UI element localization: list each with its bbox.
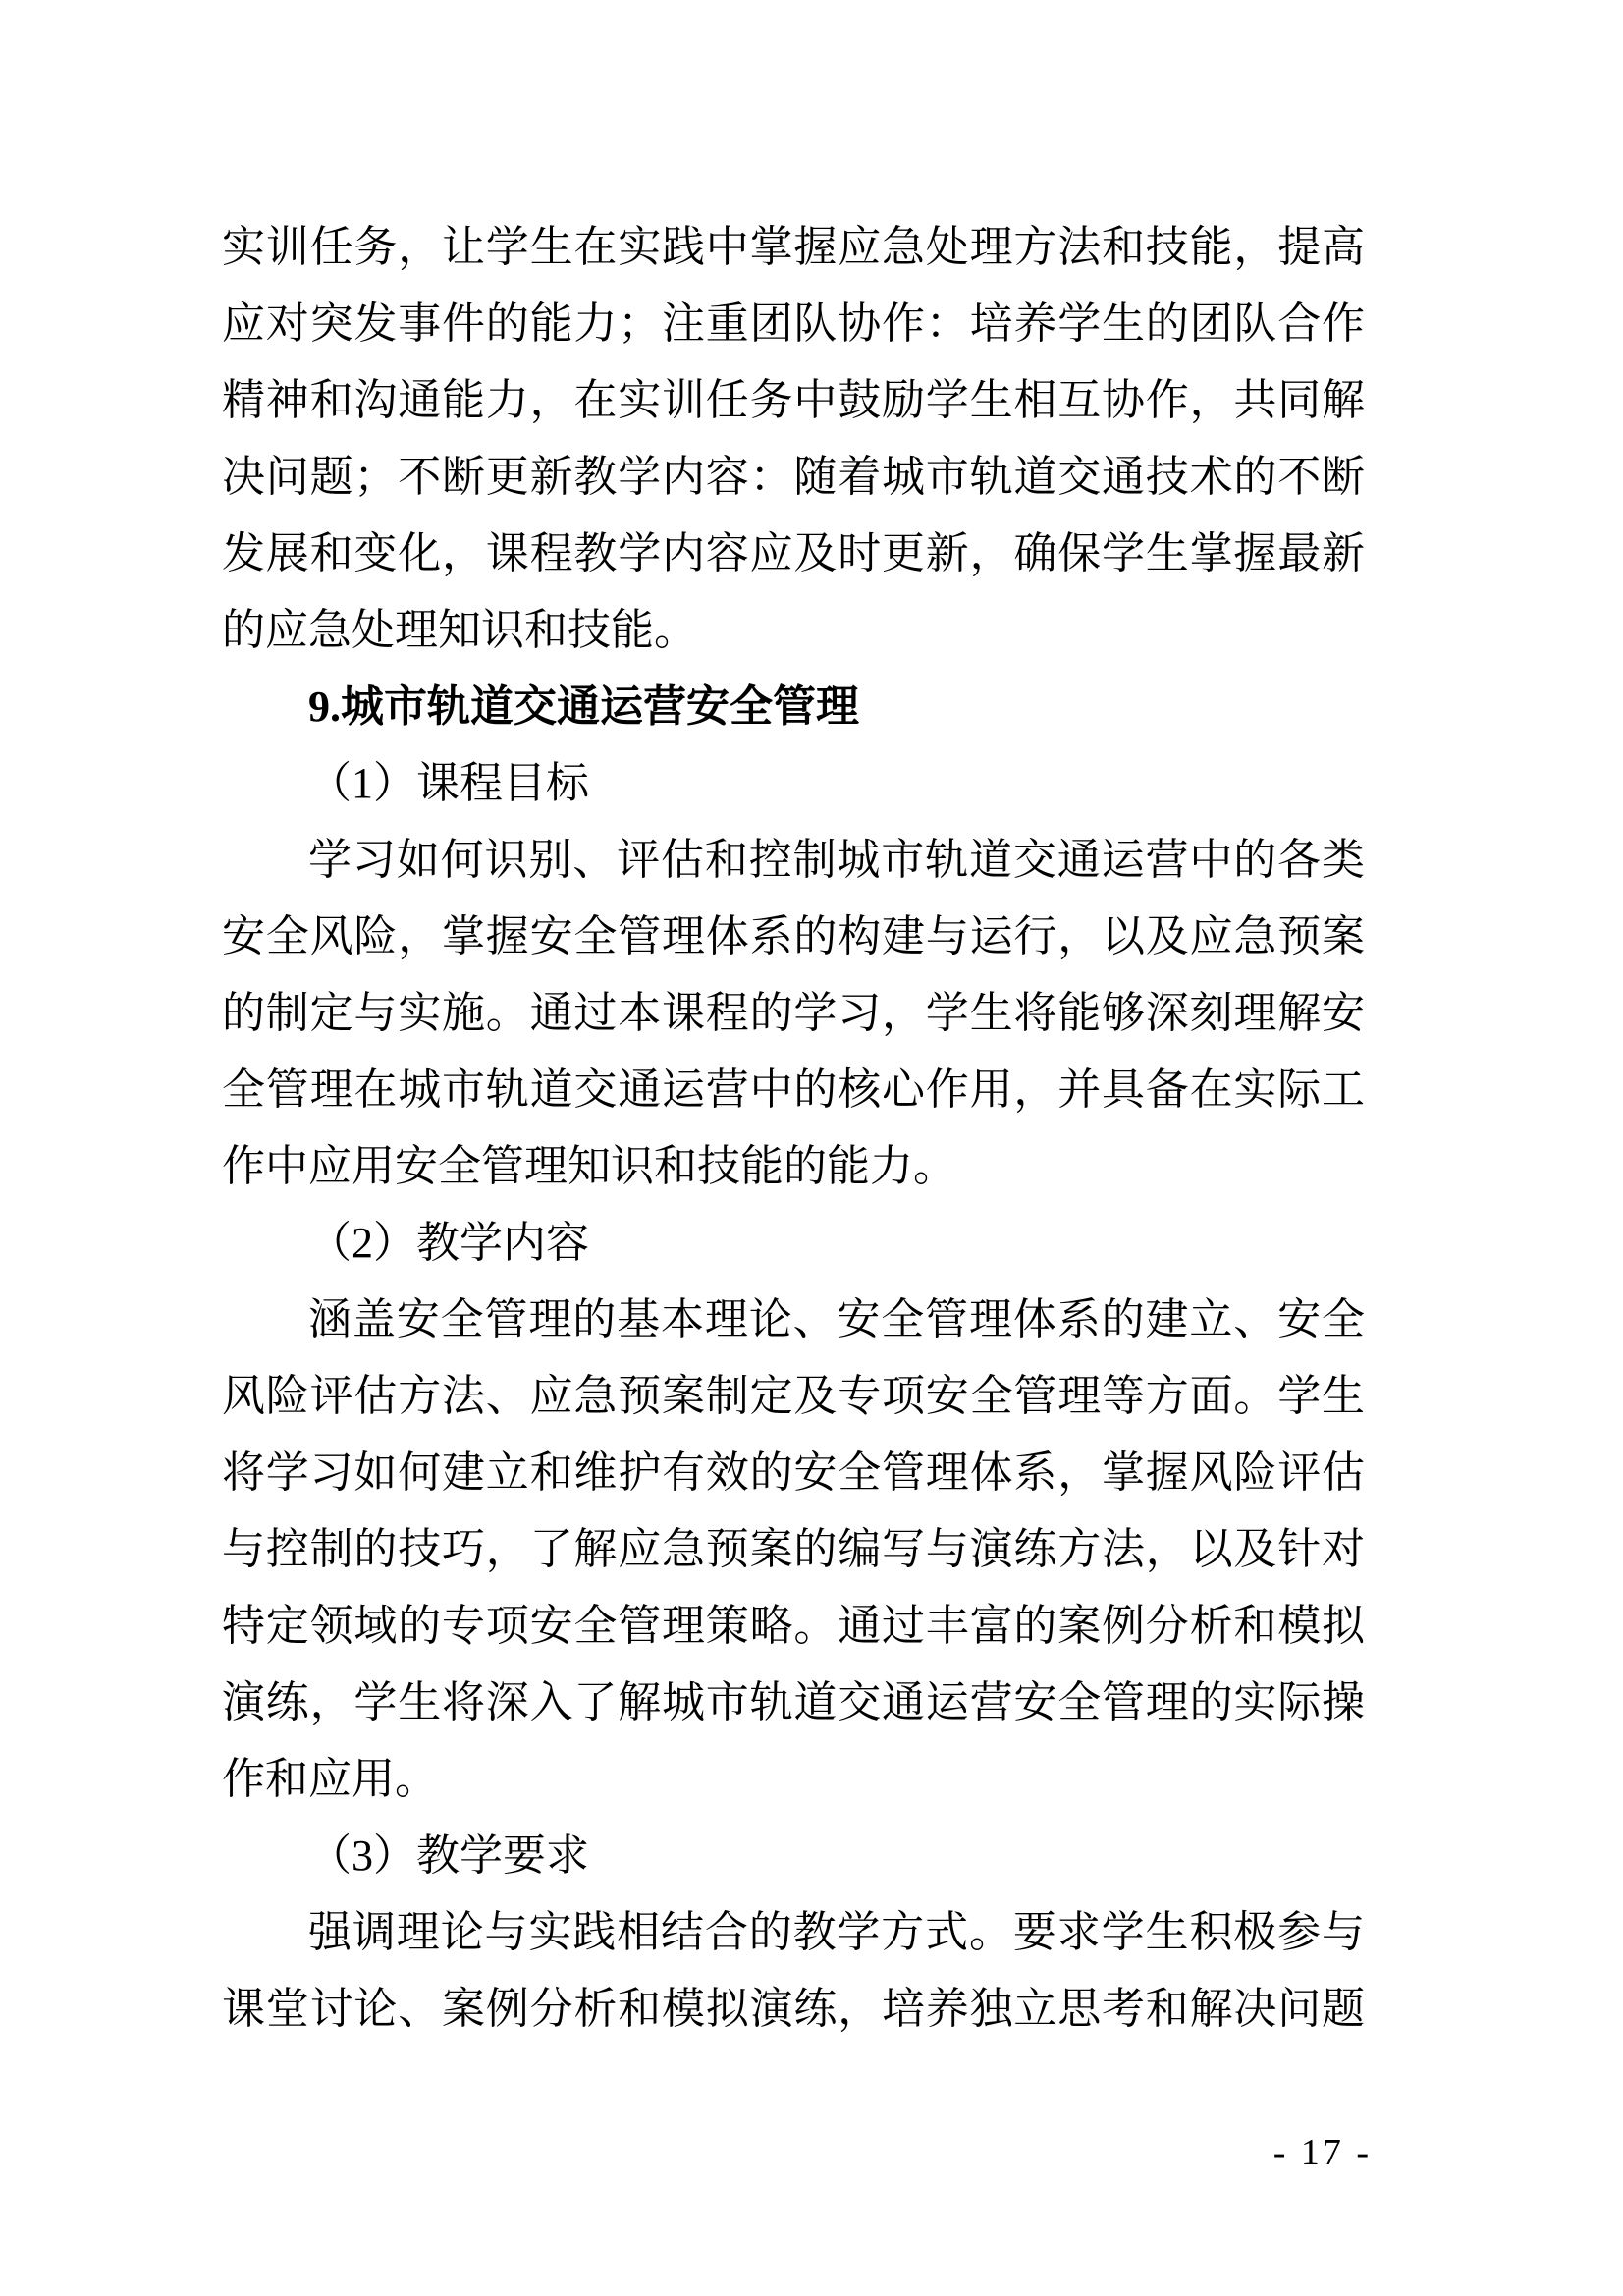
body-line: 演练，学生将深入了解城市轨道交通运营安全管理的实际操 xyxy=(222,1678,1365,1726)
body-line: 特定领域的专项安全管理策略。通过丰富的案例分析和模拟 xyxy=(222,1602,1365,1650)
page-number: - 17 - xyxy=(1272,2132,1372,2173)
subsection-label-teaching-content: （2）教学内容 xyxy=(308,1219,589,1267)
body-line: 发展和变化，课程教学内容应及时更新，确保学生掌握最新 xyxy=(222,529,1365,577)
subsection-label-teaching-requirements: （3）教学要求 xyxy=(308,1831,589,1880)
body-line: 安全风险，掌握安全管理体系的构建与运行，以及应急预案 xyxy=(222,912,1365,960)
body-line: 将学习如何建立和维护有效的安全管理体系，掌握风险评估 xyxy=(222,1449,1365,1497)
body-line: 作和应用。 xyxy=(222,1755,438,1803)
body-line: 涵盖安全管理的基本理论、安全管理体系的建立、安全 xyxy=(308,1295,1365,1343)
body-line: 精神和沟通能力，在实训任务中鼓励学生相互协作，共同解 xyxy=(222,376,1365,424)
body-line: 作中应用安全管理知识和技能的能力。 xyxy=(222,1142,956,1190)
body-line: 学习如何识别、评估和控制城市轨道交通运营中的各类 xyxy=(308,836,1365,884)
body-line: 与控制的技巧，了解应急预案的编写与演练方法，以及针对 xyxy=(222,1525,1365,1573)
body-line: 实训任务，让学生在实践中掌握应急处理方法和技能，提高 xyxy=(222,223,1365,271)
subsection-label-course-objectives: （1）课程目标 xyxy=(308,759,589,807)
section-heading-course-9: 9.城市轨道交通运营安全管理 xyxy=(308,683,859,731)
body-line: 强调理论与实践相结合的教学方式。要求学生积极参与 xyxy=(308,1908,1365,1956)
body-line: 的应急处理知识和技能。 xyxy=(222,606,697,654)
body-line: 课堂讨论、案例分析和模拟演练，培养独立思考和解决问题 xyxy=(222,1985,1365,2033)
body-line: 应对突发事件的能力；注重团队协作：培养学生的团队合作 xyxy=(222,300,1365,348)
body-line: 全管理在城市轨道交通运营中的核心作用，并具备在实际工 xyxy=(222,1066,1365,1114)
body-line: 风险评估方法、应急预案制定及专项安全管理等方面。学生 xyxy=(222,1372,1365,1420)
page-body-text xyxy=(222,209,1365,2048)
body-line: 的制定与实施。通过本课程的学习，学生将能够深刻理解安 xyxy=(222,989,1365,1037)
body-line: 决问题；不断更新教学内容：随着城市轨道交通技术的不断 xyxy=(222,453,1365,501)
